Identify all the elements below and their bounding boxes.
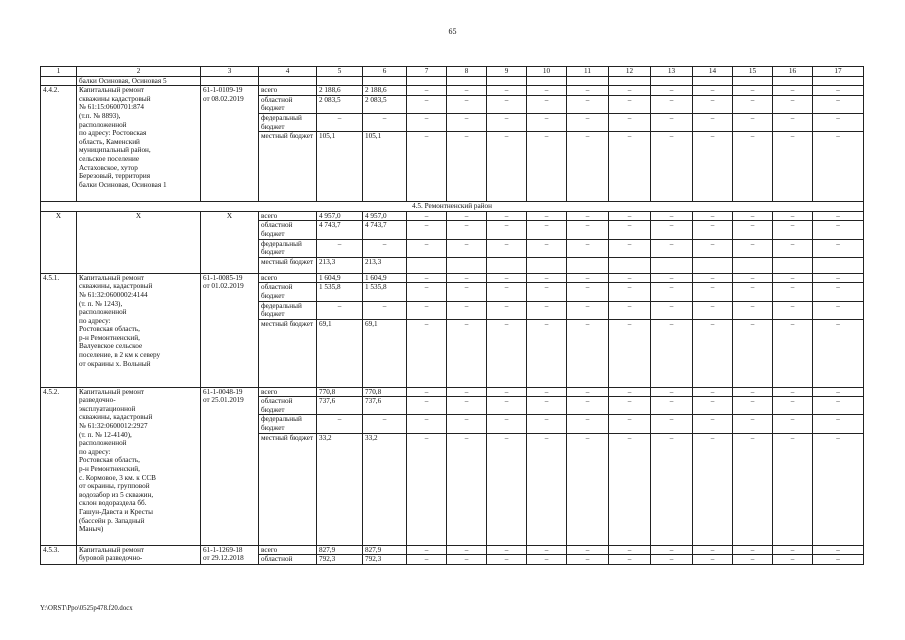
dash-cell: – — [487, 555, 527, 565]
dash-cell: – — [527, 415, 567, 433]
dash-cell: – — [447, 301, 487, 319]
fund-label: областной бюджет — [259, 221, 317, 239]
dash-cell: – — [773, 86, 813, 96]
dash-cell: – — [447, 132, 487, 202]
dash-cell: – — [813, 555, 864, 565]
value-cell: 1 535,8 — [363, 283, 407, 301]
dash-cell: – — [651, 95, 693, 113]
value-cell: 4 743,7 — [317, 221, 363, 239]
dash-cell: – — [651, 433, 693, 545]
dash-cell: – — [527, 239, 567, 257]
value-cell: – — [317, 415, 363, 433]
dash-cell: – — [773, 211, 813, 221]
dash-cell: – — [407, 555, 447, 565]
dash-cell: – — [733, 387, 773, 397]
dash-cell: – — [773, 555, 813, 565]
dash-cell: – — [651, 211, 693, 221]
dash-cell: – — [527, 545, 567, 555]
item-code: 61-1-0085-19 от 01.02.2019 — [201, 273, 259, 387]
dash-cell: – — [773, 221, 813, 239]
dash-cell: – — [447, 319, 487, 387]
item-code: 61-1-1269-18 от 29.12.2018 — [201, 545, 259, 564]
fund-label-partial: областной — [259, 555, 317, 565]
dash-cell: – — [567, 95, 609, 113]
dash-cell: – — [773, 283, 813, 301]
value-cell: – — [317, 113, 363, 131]
dash-cell: – — [407, 273, 447, 283]
value-cell: 2 083,5 — [317, 95, 363, 113]
fund-label: областной бюджет — [259, 95, 317, 113]
col-header: 1 — [41, 67, 77, 77]
value-cell: 2 188,6 — [317, 86, 363, 96]
col-header: 15 — [733, 67, 773, 77]
dash-cell: – — [773, 239, 813, 257]
value-cell: – — [363, 301, 407, 319]
dash-cell: – — [527, 387, 567, 397]
dash-cell: – — [813, 221, 864, 239]
dash-cell: – — [651, 397, 693, 415]
fund-label: местный бюджет — [259, 319, 317, 387]
dash-cell: – — [733, 273, 773, 283]
item-number: 4.4.2. — [41, 86, 77, 202]
dash-cell: – — [651, 113, 693, 131]
value-cell: – — [363, 239, 407, 257]
dash-cell: – — [487, 86, 527, 96]
dash-cell: – — [773, 95, 813, 113]
col-header: 13 — [651, 67, 693, 77]
dash-cell: – — [813, 211, 864, 221]
value-cell: 1 535,8 — [317, 283, 363, 301]
dash-cell: – — [567, 433, 609, 545]
dash-cell: – — [609, 319, 651, 387]
col-header: 14 — [693, 67, 733, 77]
dash-cell: – — [813, 86, 864, 96]
dash-cell: – — [447, 283, 487, 301]
dash-cell: – — [813, 273, 864, 283]
dash-cell: – — [487, 273, 527, 283]
dash-cell: – — [651, 86, 693, 96]
value-cell: 827,9 — [317, 545, 363, 555]
dash-cell: – — [733, 132, 773, 202]
dash-cell: – — [733, 433, 773, 545]
dash-cell: – — [527, 555, 567, 565]
dash-cell: – — [609, 86, 651, 96]
col-header: 4 — [259, 67, 317, 77]
dash-cell: – — [447, 433, 487, 545]
dash-cell: – — [407, 545, 447, 555]
dash-cell: – — [651, 415, 693, 433]
value-cell: 4 957,0 — [363, 211, 407, 221]
dash-cell: – — [609, 397, 651, 415]
value-cell: – — [317, 301, 363, 319]
dash-cell: – — [487, 113, 527, 131]
item-number: 4.5.2. — [41, 387, 77, 545]
fund-label: всего — [259, 86, 317, 96]
fund-label: федеральный бюджет — [259, 415, 317, 433]
dash-cell: – — [447, 387, 487, 397]
dash-cell: – — [773, 301, 813, 319]
value-cell: – — [363, 113, 407, 131]
dash-cell: – — [527, 86, 567, 96]
dash-cell: – — [447, 239, 487, 257]
dash-cell: – — [567, 555, 609, 565]
value-cell: 737,6 — [317, 397, 363, 415]
dash-cell: – — [527, 397, 567, 415]
dash-cell: – — [733, 545, 773, 555]
col-header: 7 — [407, 67, 447, 77]
item-name: Капитальный ремонт разведочно- эксплуатационной скважины, кадастровый № 61:32:0600012:2927 (т. п. № 12-4140), расположенной по адресу: Ростовская область, р-н Ремонтненский, с. Кормовое, 3 км. к ССВ от окраины, групповой водозабор из 5 скважин, склон водораздела бб. Гашун-Давста и Кресты (бассейн р. Западный Маныч) — [77, 387, 201, 545]
x-mark: Х — [201, 211, 259, 273]
value-cell: 4 743,7 — [363, 221, 407, 239]
dash-cell: – — [407, 415, 447, 433]
dash-cell: – — [773, 433, 813, 545]
value-cell: 105,1 — [363, 132, 407, 202]
item-number: 4.5.3. — [41, 545, 77, 564]
dash-cell: – — [733, 319, 773, 387]
dash-cell: – — [773, 545, 813, 555]
dash-cell: – — [609, 95, 651, 113]
dash-cell: – — [447, 95, 487, 113]
dash-cell: – — [733, 221, 773, 239]
dash-cell: – — [773, 415, 813, 433]
dash-cell: – — [487, 283, 527, 301]
fund-label: федеральный бюджет — [259, 239, 317, 257]
file-path-footer: Y:\ORST\Ppo\0525p478.f20.docx — [40, 605, 133, 612]
dash-cell: – — [693, 415, 733, 433]
item-number: 4.5.1. — [41, 273, 77, 387]
dash-cell: – — [693, 301, 733, 319]
dash-cell: – — [773, 132, 813, 202]
value-cell: – — [317, 239, 363, 257]
value-cell: 1 604,9 — [363, 273, 407, 283]
x-mark: Х — [41, 211, 77, 273]
dash-cell: – — [651, 545, 693, 555]
item-code: 61-1-0109-19 от 08.02.2019 — [201, 86, 259, 202]
dash-cell: – — [407, 95, 447, 113]
dash-cell: – — [407, 86, 447, 96]
table-row — [41, 211, 864, 221]
fund-label: всего — [259, 545, 317, 555]
value-cell: 737,6 — [363, 397, 407, 415]
dash-cell: – — [407, 113, 447, 131]
value-cell: 770,8 — [317, 387, 363, 397]
item-name: Капитальный ремонт скважины, кадастровый № 61:32:0600002:4144 (т. п. № 1243), расположенной по адресу: Ростовская область, р-н Ремонтненский, Валуевское сельское поселение, в 2 км к северу от окраины х. Вольный — [77, 273, 201, 387]
dash-cell: – — [487, 387, 527, 397]
dash-cell: – — [733, 239, 773, 257]
col-header: 5 — [317, 67, 363, 77]
value-cell: 69,1 — [317, 319, 363, 387]
fund-label: всего — [259, 273, 317, 283]
dash-cell: – — [567, 545, 609, 555]
dash-cell: – — [487, 239, 527, 257]
col-header: 2 — [77, 67, 201, 77]
dash-cell: – — [651, 273, 693, 283]
dash-cell: – — [407, 319, 447, 387]
value-cell: 792,3 — [363, 555, 407, 565]
item-code: 61-1-0048-19 от 25.01.2019 — [201, 387, 259, 545]
dash-cell: – — [651, 387, 693, 397]
dash-cell: – — [733, 301, 773, 319]
dash-cell: – — [527, 95, 567, 113]
dash-cell: – — [407, 387, 447, 397]
dash-cell: – — [527, 319, 567, 387]
dash-cell: – — [609, 113, 651, 131]
dash-cell: – — [733, 415, 773, 433]
dash-cell: – — [487, 95, 527, 113]
col-header: 6 — [363, 67, 407, 77]
dash-cell: – — [609, 415, 651, 433]
dash-cell: – — [651, 132, 693, 202]
dash-cell: – — [693, 555, 733, 565]
dash-cell: – — [651, 319, 693, 387]
fund-label: всего — [259, 211, 317, 221]
dash-cell: – — [693, 86, 733, 96]
dash-cell: – — [487, 221, 527, 239]
value-cell: 4 957,0 — [317, 211, 363, 221]
page-number: 65 — [448, 27, 457, 36]
item-name: Капитальный ремонт скважины кадастровый № 61:15:0600701:874 (т.п. № 8893), расположенной по адресу: Ростовская область, Каменский муниципальный район, сельское поселение Астаховское, хутор Березовый, территория балки Осиновая, Осиновая 1 — [77, 86, 201, 202]
dash-cell: – — [527, 211, 567, 221]
col-header: 11 — [567, 67, 609, 77]
table-row — [41, 76, 864, 86]
dash-cell: – — [447, 113, 487, 131]
dash-cell: – — [733, 113, 773, 131]
dash-cell: – — [609, 555, 651, 565]
fund-label: областной бюджет — [259, 283, 317, 301]
value-cell: – — [363, 415, 407, 433]
dash-cell: – — [813, 397, 864, 415]
dash-cell: – — [567, 273, 609, 283]
dash-cell: – — [447, 555, 487, 565]
dash-cell: – — [733, 283, 773, 301]
dash-cell: – — [567, 239, 609, 257]
dash-cell: – — [447, 211, 487, 221]
dash-cell: – — [567, 283, 609, 301]
value-cell: 827,9 — [363, 545, 407, 555]
dash-cell: – — [733, 397, 773, 415]
fund-label: местный бюджет — [259, 132, 317, 202]
dash-cell: – — [487, 415, 527, 433]
dash-cell: – — [407, 397, 447, 415]
column-number-row — [41, 67, 864, 77]
dash-cell: – — [407, 301, 447, 319]
dash-cell: – — [813, 319, 864, 387]
dash-cell: – — [487, 211, 527, 221]
dash-cell: – — [567, 132, 609, 202]
dash-cell: – — [527, 283, 567, 301]
x-mark: Х — [77, 211, 201, 273]
dash-cell: – — [447, 221, 487, 239]
dash-cell: – — [527, 273, 567, 283]
dash-cell: – — [407, 132, 447, 202]
dash-cell: – — [693, 113, 733, 131]
dash-cell: – — [567, 387, 609, 397]
value-cell: 69,1 — [363, 319, 407, 387]
fund-label: местный бюджет — [259, 257, 317, 273]
dash-cell: – — [567, 113, 609, 131]
dash-cell: – — [447, 397, 487, 415]
dash-cell: – — [651, 239, 693, 257]
dash-cell: – — [693, 283, 733, 301]
table-row — [41, 387, 864, 397]
budget-table — [40, 66, 864, 565]
value-cell: 2 083,5 — [363, 95, 407, 113]
col-header: 17 — [813, 67, 864, 77]
dash-cell: – — [609, 301, 651, 319]
dash-cell: – — [693, 387, 733, 397]
dash-cell: – — [733, 95, 773, 113]
dash-cell: – — [773, 319, 813, 387]
dash-cell: – — [567, 301, 609, 319]
dash-cell: – — [609, 283, 651, 301]
dash-cell: – — [693, 221, 733, 239]
value-cell: 213,3 — [317, 257, 363, 273]
dash-cell: – — [487, 397, 527, 415]
col-header: 10 — [527, 67, 567, 77]
dash-cell: – — [813, 545, 864, 555]
dash-cell: – — [733, 211, 773, 221]
dash-cell: – — [609, 545, 651, 555]
value-cell: 770,8 — [363, 387, 407, 397]
dash-cell: – — [813, 132, 864, 202]
dash-cell: – — [693, 211, 733, 221]
col-header: 9 — [487, 67, 527, 77]
dash-cell: – — [813, 95, 864, 113]
dash-cell: – — [487, 433, 527, 545]
col-header: 3 — [201, 67, 259, 77]
dash-cell: – — [773, 273, 813, 283]
dash-cell: – — [527, 113, 567, 131]
dash-cell: – — [609, 273, 651, 283]
dash-cell: – — [693, 545, 733, 555]
dash-cell: – — [651, 221, 693, 239]
dash-cell: – — [693, 397, 733, 415]
dash-cell: – — [447, 545, 487, 555]
value-cell: 105,1 — [317, 132, 363, 202]
value-cell: 33,2 — [363, 433, 407, 545]
dash-cell: – — [733, 86, 773, 96]
dash-cell: – — [407, 239, 447, 257]
dash-cell: – — [693, 433, 733, 545]
dash-cell: – — [407, 221, 447, 239]
dash-cell: – — [813, 239, 864, 257]
dash-cell: – — [527, 221, 567, 239]
item-name: Капитальный ремонт буровой разведочно- — [77, 545, 201, 564]
dash-cell: – — [487, 132, 527, 202]
dash-cell: – — [733, 555, 773, 565]
dash-cell: – — [609, 387, 651, 397]
value-cell: 2 188,6 — [363, 86, 407, 96]
dash-cell: – — [527, 132, 567, 202]
dash-cell: – — [813, 283, 864, 301]
dash-cell: – — [487, 319, 527, 387]
col-header: 8 — [447, 67, 487, 77]
continued-name: балки Осиновая, Осиновая 5 — [77, 76, 201, 86]
dash-cell: – — [609, 132, 651, 202]
fund-label: федеральный бюджет — [259, 113, 317, 131]
dash-cell: – — [447, 415, 487, 433]
dash-cell: – — [487, 545, 527, 555]
table-row — [41, 545, 864, 555]
dash-cell: – — [693, 273, 733, 283]
dash-cell: – — [693, 95, 733, 113]
dash-cell: – — [567, 221, 609, 239]
dash-cell: – — [609, 221, 651, 239]
dash-cell: – — [447, 86, 487, 96]
fund-label: всего — [259, 387, 317, 397]
fund-label: местный бюджет — [259, 433, 317, 545]
col-header: 12 — [609, 67, 651, 77]
section-row — [41, 202, 864, 212]
dash-cell: – — [813, 415, 864, 433]
dash-cell: – — [813, 113, 864, 131]
dash-cell: – — [609, 239, 651, 257]
dash-cell: – — [407, 283, 447, 301]
dash-cell: – — [609, 211, 651, 221]
table-row — [41, 273, 864, 283]
dash-cell: – — [609, 433, 651, 545]
dash-cell: – — [407, 433, 447, 545]
dash-cell: – — [773, 387, 813, 397]
dash-cell: – — [773, 397, 813, 415]
dash-cell: – — [693, 319, 733, 387]
value-cell: 792,3 — [317, 555, 363, 565]
dash-cell: – — [567, 319, 609, 387]
dash-cell: – — [527, 301, 567, 319]
dash-cell: – — [567, 397, 609, 415]
dash-cell: – — [447, 273, 487, 283]
dash-cell: – — [651, 301, 693, 319]
dash-cell: – — [651, 283, 693, 301]
value-cell: 213,3 — [363, 257, 407, 273]
dash-cell: – — [567, 415, 609, 433]
fund-label: федеральный бюджет — [259, 301, 317, 319]
dash-cell: – — [567, 86, 609, 96]
dash-cell: – — [813, 433, 864, 545]
dash-cell: – — [693, 132, 733, 202]
dash-cell: – — [651, 555, 693, 565]
dash-cell: – — [773, 113, 813, 131]
section-title: 4.5. Ремонтненский район — [41, 202, 864, 212]
dash-cell: – — [813, 301, 864, 319]
value-cell: 33,2 — [317, 433, 363, 545]
dash-cell: – — [487, 301, 527, 319]
dash-cell: – — [813, 387, 864, 397]
dash-cell: – — [693, 239, 733, 257]
dash-cell: – — [407, 211, 447, 221]
value-cell: 1 604,9 — [317, 273, 363, 283]
fund-label: областной бюджет — [259, 397, 317, 415]
col-header: 16 — [773, 67, 813, 77]
dash-cell: – — [567, 211, 609, 221]
dash-cell: – — [527, 433, 567, 545]
table-row — [41, 86, 864, 96]
